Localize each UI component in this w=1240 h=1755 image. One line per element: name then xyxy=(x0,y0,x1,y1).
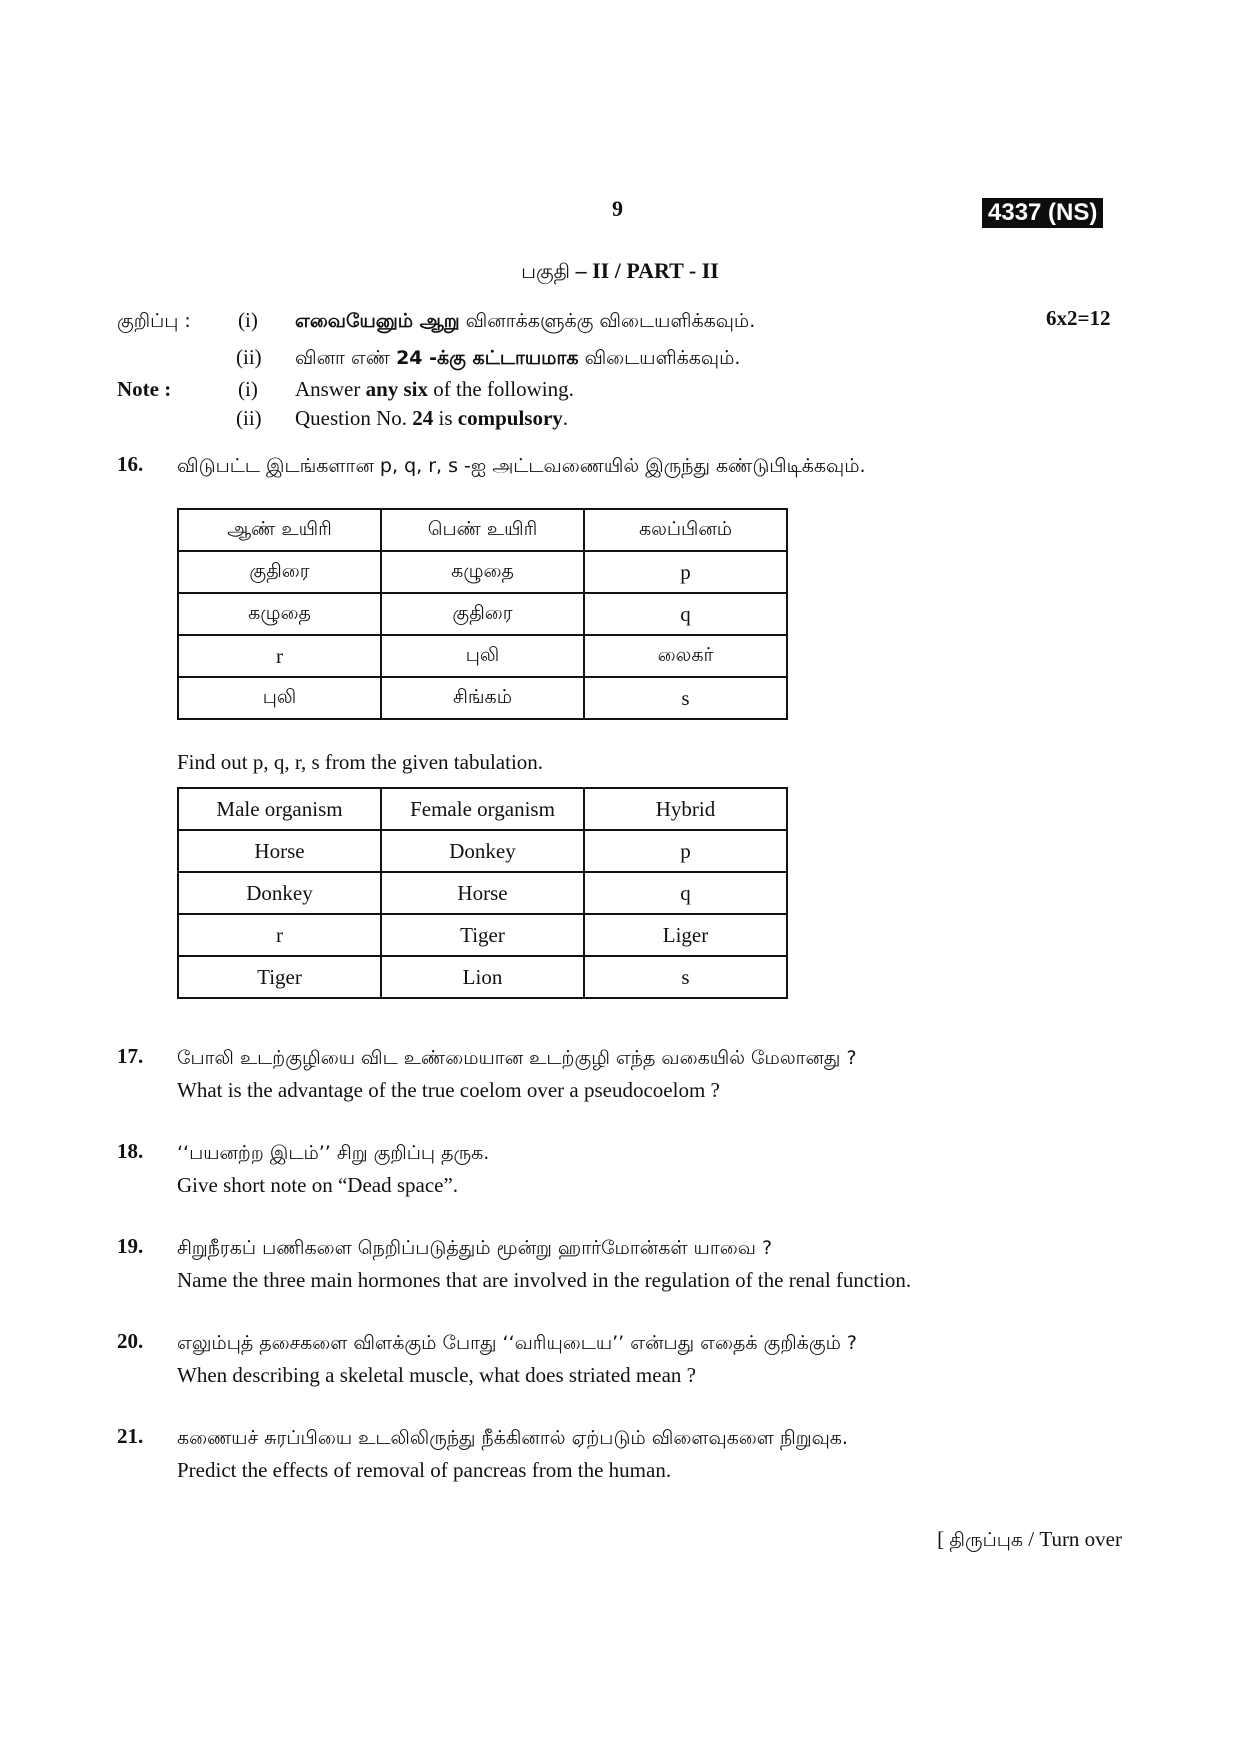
note-i-num: (i) xyxy=(238,377,258,401)
table-header-cell: Male organism xyxy=(178,788,381,830)
question-20-number: 20. xyxy=(117,1329,144,1353)
table-header-cell: பெண் உயிரி xyxy=(381,509,584,551)
instructions-tamil-label: குறிப்பு : xyxy=(117,310,191,332)
q16-table-tamil xyxy=(177,508,788,720)
table-cell: குதிரை xyxy=(178,551,381,593)
question-16-tamil: விடுபட்ட இடங்களான p, q, r, s -ஐ அட்டவணையில் இருந்து கண்டுபிடிக்கவும். xyxy=(177,455,866,477)
note-ii-num: (ii) xyxy=(236,406,262,430)
instruction-i-tamil: எவையேனும் ஆறு வினாக்களுக்கு விடையளிக்கவும். xyxy=(295,310,756,332)
instruction-ii-tamil: வினா எண் 24 -க்கு கட்டாயமாக விடையளிக்கவும். xyxy=(295,347,741,369)
page-number: 9 xyxy=(612,196,623,221)
part-title xyxy=(0,258,1240,286)
question-21-english: Predict the effects of removal of pancreas from the human. xyxy=(177,1458,672,1482)
table-row xyxy=(178,872,787,914)
table-cell: சிங்கம் xyxy=(381,677,584,719)
q16-table-english xyxy=(177,787,788,999)
table-cell: Liger xyxy=(584,914,787,956)
table-cell: p xyxy=(584,551,787,593)
instruction-i-num: (i) xyxy=(238,308,258,332)
question-20-english: When describing a skeletal muscle, what does striated mean ? xyxy=(177,1363,696,1387)
table-header-cell: கலப்பினம் xyxy=(584,509,787,551)
table-cell: q xyxy=(584,872,787,914)
table-cell: குதிரை xyxy=(381,593,584,635)
paper-code-badge: 4337 (NS) xyxy=(982,198,1103,228)
table-row xyxy=(178,830,787,872)
question-21-number: 21. xyxy=(117,1424,144,1448)
table-header-cell: Hybrid xyxy=(584,788,787,830)
part-title-tamil: பகுதி xyxy=(521,259,571,283)
marks-allocation: 6x2=12 xyxy=(1046,306,1111,330)
turn-over-note: [ திருப்புக / Turn over xyxy=(937,1527,1122,1551)
table-row xyxy=(178,914,787,956)
table-cell: s xyxy=(584,677,787,719)
question-17-number: 17. xyxy=(117,1044,144,1068)
instruction-ii-num: (ii) xyxy=(236,345,262,369)
table-cell: Lion xyxy=(381,956,584,998)
note-label: Note : xyxy=(117,377,172,401)
table-cell: கழுதை xyxy=(178,593,381,635)
question-18-tamil: ‘‘பயனற்ற இடம்’’ சிறு குறிப்பு தருக. xyxy=(177,1142,490,1164)
table-header-row xyxy=(178,788,787,830)
table-cell: r xyxy=(178,635,381,677)
question-20-tamil: எலும்புத் தசைகளை விளக்கும் போது ‘‘வரியுடைய’’ என்பது எதைக் குறிக்கும் ? xyxy=(177,1332,858,1354)
table-row xyxy=(178,677,787,719)
table-row xyxy=(178,956,787,998)
question-16-number: 16. xyxy=(117,452,144,476)
question-19-number: 19. xyxy=(117,1234,144,1258)
question-17-english: What is the advantage of the true coelom over a pseudocoelom ? xyxy=(177,1078,720,1102)
question-21-tamil: கணையச் சுரப்பியை உடலிலிருந்து நீக்கினால் ஏற்படும் விளைவுகளை நிறுவுக. xyxy=(177,1427,848,1449)
question-16-english: Find out p, q, r, s from the given tabulation. xyxy=(177,750,544,774)
table-cell: r xyxy=(178,914,381,956)
table-cell: p xyxy=(584,830,787,872)
table-cell: புலி xyxy=(381,635,584,677)
table-header-row xyxy=(178,509,787,551)
table-header-cell: ஆண் உயிரி xyxy=(178,509,381,551)
table-cell: கழுதை xyxy=(381,551,584,593)
table-cell: s xyxy=(584,956,787,998)
table-row xyxy=(178,635,787,677)
question-17-tamil: போலி உடற்குழியை விட உண்மையான உடற்குழி எந்த வகையில் மேலானது ? xyxy=(177,1047,857,1069)
table-cell: புலி xyxy=(178,677,381,719)
note-ii-english: Question No. 24 is compulsory. xyxy=(295,406,569,430)
question-18-number: 18. xyxy=(117,1139,144,1163)
table-cell: Tiger xyxy=(178,956,381,998)
table-cell: q xyxy=(584,593,787,635)
note-i-english: Answer any six of the following. xyxy=(295,377,574,401)
table-cell: Horse xyxy=(381,872,584,914)
question-19-english: Name the three main hormones that are involved in the regulation of the renal function. xyxy=(177,1268,912,1292)
table-cell: Tiger xyxy=(381,914,584,956)
question-18-english: Give short note on “Dead space”. xyxy=(177,1173,459,1197)
table-header-cell: Female organism xyxy=(381,788,584,830)
table-cell: Horse xyxy=(178,830,381,872)
part-title-rest: – II / PART - II xyxy=(570,258,719,283)
table-row xyxy=(178,551,787,593)
table-cell: லைகர் xyxy=(584,635,787,677)
table-row xyxy=(178,593,787,635)
table-cell: Donkey xyxy=(178,872,381,914)
table-cell: Donkey xyxy=(381,830,584,872)
question-19-tamil: சிறுநீரகப் பணிகளை நெறிப்படுத்தும் மூன்று ஹார்மோன்கள் யாவை ? xyxy=(177,1237,773,1259)
